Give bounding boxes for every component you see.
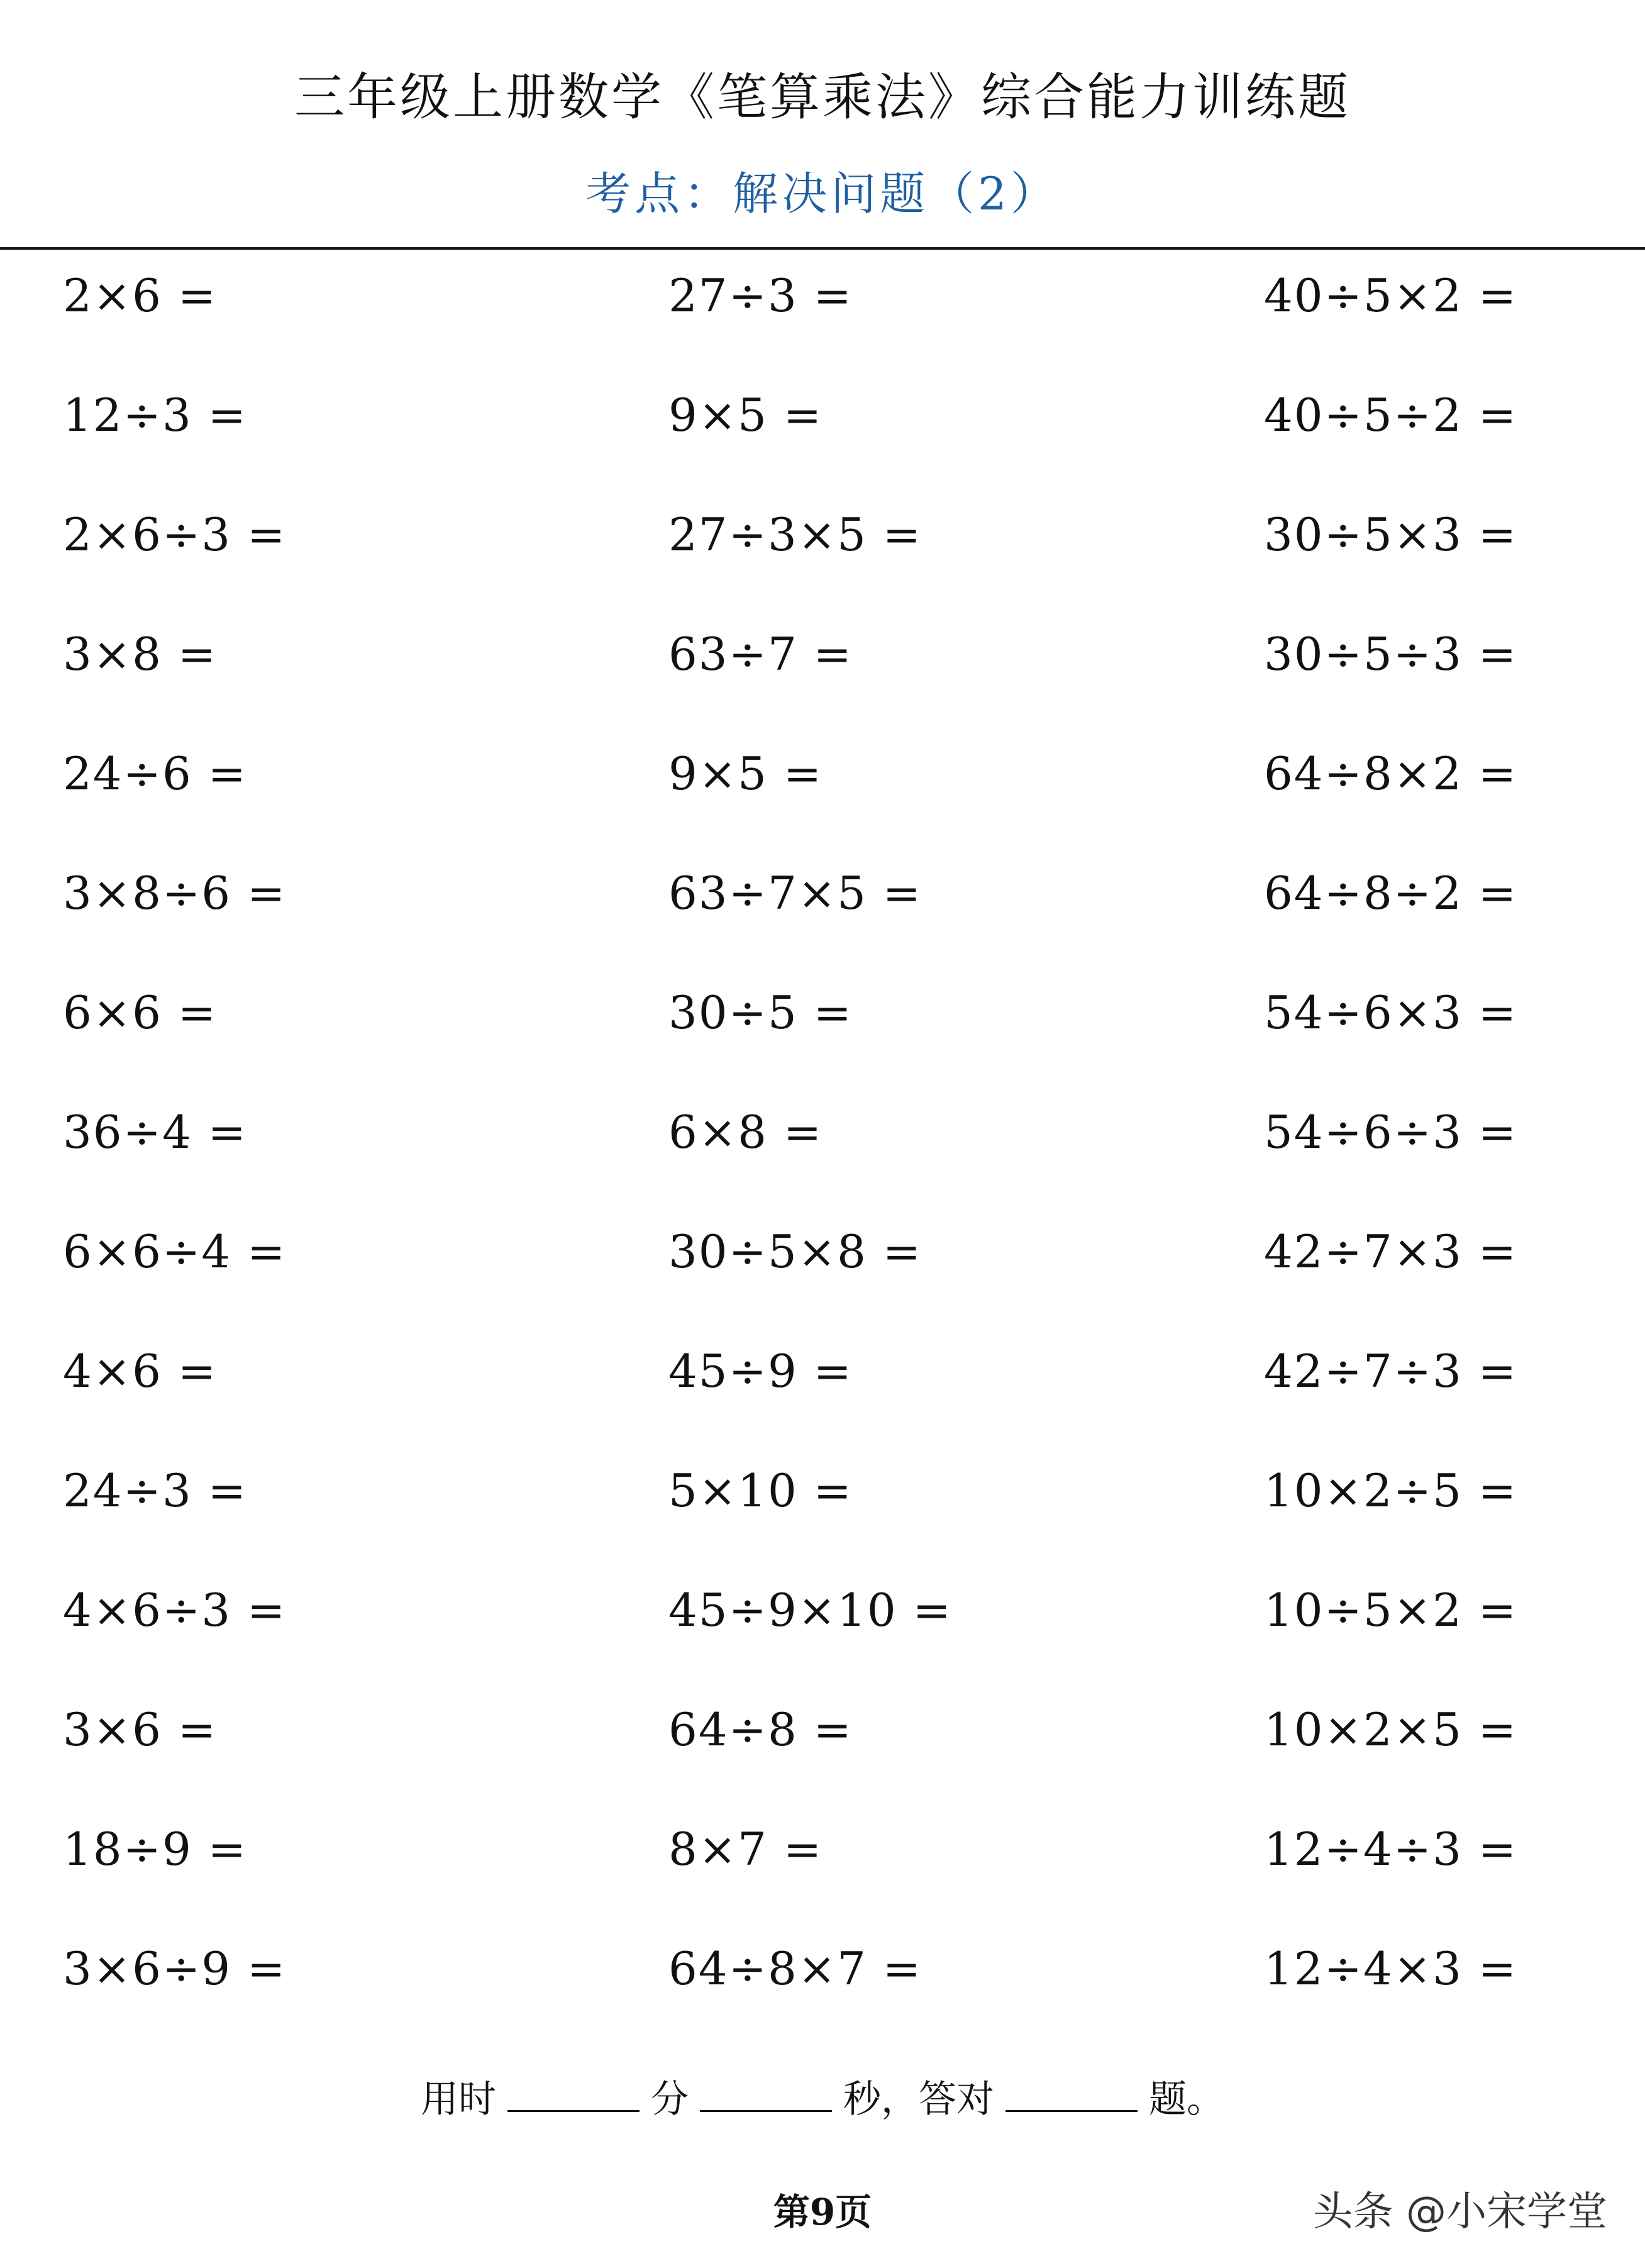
- score-line: [0, 2069, 1645, 2123]
- problem-item: 45÷9 =: [668, 1345, 853, 1398]
- problem-row: [0, 862, 1645, 925]
- problem-row: [0, 503, 1645, 566]
- problem-item: 6×6 =: [63, 986, 218, 1039]
- seconds-blank[interactable]: [700, 2104, 832, 2112]
- problem-row: [0, 1818, 1645, 1881]
- problem-item: 30÷5÷3 =: [1264, 628, 1518, 681]
- problem-item: 18÷9 =: [63, 1823, 247, 1876]
- seconds-label: 秒，答对: [843, 2077, 994, 2121]
- header-divider: [0, 247, 1645, 250]
- problem-item: 10×2×5 =: [1264, 1703, 1518, 1756]
- problem-item: 9×5 =: [668, 747, 823, 800]
- minutes-label: 分: [651, 2077, 689, 2121]
- problem-item: 8×7 =: [668, 1823, 823, 1876]
- minutes-blank[interactable]: [507, 2104, 640, 2112]
- problem-row: [0, 623, 1645, 686]
- problem-item: 27÷3×5 =: [668, 508, 922, 561]
- page-number: 第9页: [773, 2191, 872, 2233]
- problem-row: [0, 1698, 1645, 1761]
- problem-item: 2×6 =: [63, 269, 218, 322]
- problem-row: [0, 1101, 1645, 1164]
- problem-item: 9×5 =: [668, 389, 823, 442]
- problem-item: 64÷8÷2 =: [1264, 867, 1518, 920]
- problem-item: 2×6÷3 =: [63, 508, 287, 561]
- questions-label: 题。: [1149, 2077, 1224, 2121]
- worksheet-title: 三年级上册数学《笔算乘法》综合能力训练题: [294, 68, 1351, 126]
- problem-item: 5×10 =: [668, 1464, 853, 1517]
- problem-item: 54÷6×3 =: [1264, 986, 1518, 1039]
- problem-item: 3×8÷6 =: [63, 867, 287, 920]
- problem-item: 27÷3 =: [668, 269, 853, 322]
- correct-count-blank[interactable]: [1005, 2104, 1138, 2112]
- problem-item: 54÷6÷3 =: [1264, 1106, 1518, 1159]
- problem-item: 36÷4 =: [63, 1106, 247, 1159]
- problem-item: 64÷8×2 =: [1264, 747, 1518, 800]
- problem-row: [0, 1220, 1645, 1283]
- problem-item: 30÷5×3 =: [1264, 508, 1518, 561]
- problem-item: 30÷5 =: [668, 986, 853, 1039]
- problem-item: 3×8 =: [63, 628, 218, 681]
- problem-item: 30÷5×8 =: [668, 1225, 922, 1278]
- problem-item: 64÷8×7 =: [668, 1942, 922, 1995]
- problem-item: 10÷5×2 =: [1264, 1584, 1518, 1637]
- problem-row: [0, 1459, 1645, 1522]
- problem-item: 4×6÷3 =: [63, 1584, 287, 1637]
- worksheet-subtitle: 考点：解决问题（2）: [585, 167, 1060, 220]
- problem-item: 24÷3 =: [63, 1464, 247, 1517]
- problem-row: [0, 1340, 1645, 1403]
- problem-row: [0, 1579, 1645, 1642]
- problem-item: 12÷4×3 =: [1264, 1942, 1518, 1995]
- problem-item: 24÷6 =: [63, 747, 247, 800]
- watermark: 头条 @小宋学堂: [1312, 2189, 1607, 2235]
- problem-row: [0, 742, 1645, 805]
- problem-item: 6×6÷4 =: [63, 1225, 287, 1278]
- problem-item: 40÷5×2 =: [1264, 269, 1518, 322]
- problem-row: [0, 384, 1645, 447]
- problem-item: 12÷3 =: [63, 389, 247, 442]
- problem-item: 40÷5÷2 =: [1264, 389, 1518, 442]
- problem-item: 3×6 =: [63, 1703, 218, 1756]
- problem-row: [0, 264, 1645, 327]
- problem-item: 4×6 =: [63, 1345, 218, 1398]
- problem-item: 63÷7×5 =: [668, 867, 922, 920]
- problem-item: 12÷4÷3 =: [1264, 1823, 1518, 1876]
- problem-item: 42÷7×3 =: [1264, 1225, 1518, 1278]
- problem-item: 63÷7 =: [668, 628, 853, 681]
- time-label: 用时: [421, 2077, 496, 2121]
- problem-item: 45÷9×10 =: [668, 1584, 952, 1637]
- problem-item: 3×6÷9 =: [63, 1942, 287, 1995]
- problem-item: 42÷7÷3 =: [1264, 1345, 1518, 1398]
- problem-item: 6×8 =: [668, 1106, 823, 1159]
- problem-item: 64÷8 =: [668, 1703, 853, 1756]
- problem-item: 10×2÷5 =: [1264, 1464, 1518, 1517]
- problem-row: [0, 981, 1645, 1044]
- problem-row: [0, 1937, 1645, 2000]
